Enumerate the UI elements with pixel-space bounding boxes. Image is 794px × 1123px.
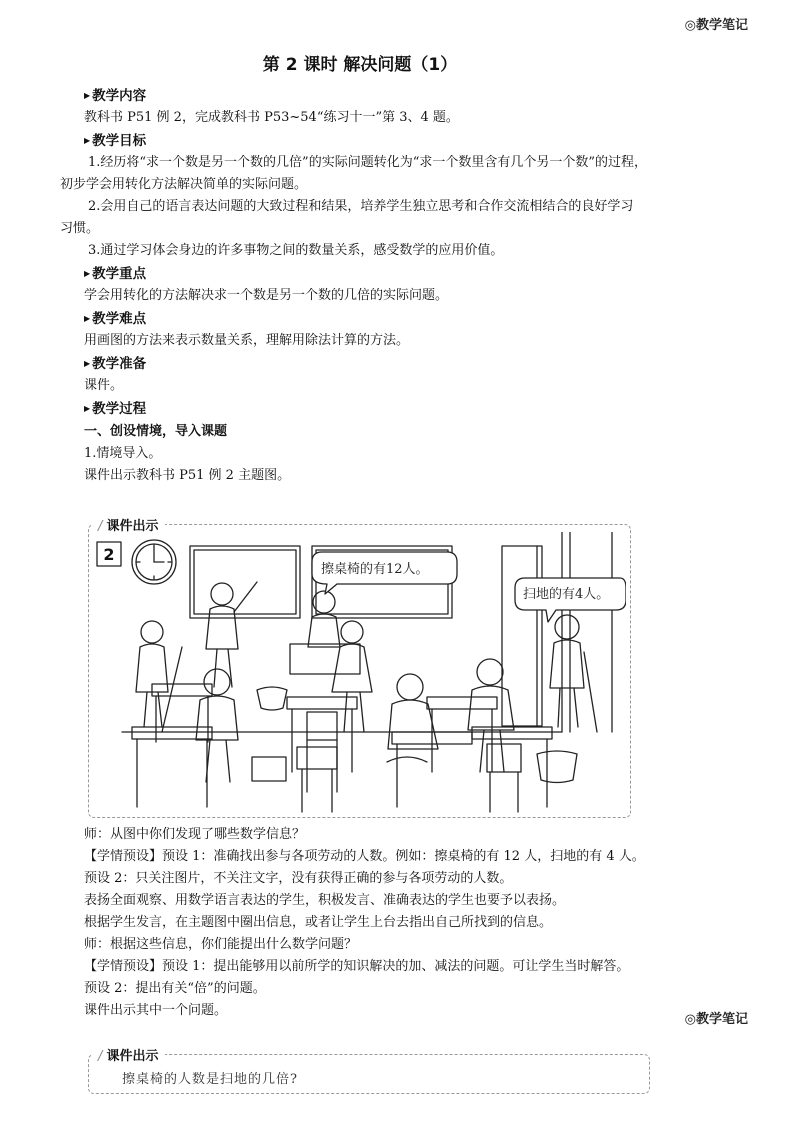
content-heading: ▶ 教学内容 — [84, 88, 147, 104]
process-heading: ▶ 教学过程 — [84, 401, 147, 417]
prep-text: 课件。 — [84, 378, 124, 393]
teacher-question-1: 师：从图中你们发现了哪些数学信息？ — [84, 827, 306, 842]
preset-line-4: 预设 2：提出有关“倍”的问题。 — [84, 981, 266, 996]
goals-heading: ▶ 教学目标 — [84, 133, 147, 149]
goal-2-line-2: 习惯。 — [60, 221, 100, 236]
teacher-question-2: 师：根据这些信息，你们能提出什么数学问题？ — [84, 937, 358, 952]
info-line: 根据学生发言，在主题图中圈出信息，或者让学生上台去指出自己所找到的信息。 — [84, 915, 553, 930]
key-text: 学会用转化的方法解决求一个数是另一个数的几倍的实际问题。 — [84, 288, 449, 303]
desks — [132, 684, 552, 812]
step-1-text: 课件出示教科书 P51 例 2 主题图。 — [84, 468, 291, 483]
side-note-bottom: ◎教学笔记 — [684, 1012, 748, 1027]
preset-line-1: 【学情预设】预设 1：准确找出参与各项劳动的人数。例如：擦桌椅的有 12 人，扫地的有 4 人。 — [84, 849, 645, 864]
step-1: 1.情境导入。 — [84, 446, 162, 461]
courseware-line: 课件出示其中一个问题。 — [84, 1003, 228, 1018]
part-1-heading: 一、创设情境，导入课题 — [84, 424, 228, 439]
goal-1-line-2: 初步学会用转化方法解决简单的实际问题。 — [60, 177, 308, 192]
key-heading: ▶ 教学重点 — [84, 266, 147, 282]
content-text: 教科书 P51 例 2，完成教科书 P53~54“练习十一”第 3、4 题。 — [84, 110, 459, 125]
preset-line-3: 【学情预设】预设 1：提出能够用以前所学的知识解决的加、减法的问题。可让学生当时解答。 — [84, 959, 630, 974]
goal-1-line-1: 1.经历将“求一个数是另一个数的几倍”的实际问题转化为“求一个数里含有几个另一个数”的过程， — [88, 155, 647, 170]
difficulty-heading: ▶ 教学难点 — [84, 311, 147, 327]
clock-icon — [132, 540, 176, 584]
preset-line-2: 预设 2：只关注图片，不关注文字，没有获得正确的参与各项劳动的人数。 — [84, 871, 513, 886]
difficulty-text: 用画图的方法来表示数量关系，理解用除法计算的方法。 — [84, 333, 410, 348]
classroom-illustration — [92, 532, 626, 814]
goal-2-line-1: 2.会用自己的语言表达问题的大致过程和结果，培养学生独立思考和合作交流相结合的良好学习 — [88, 199, 634, 214]
teacher-desk — [290, 644, 360, 674]
bucket-left — [257, 687, 287, 710]
bucket-right — [537, 751, 577, 783]
page-title: 第 2 课时 解决问题（1） — [262, 55, 458, 75]
door — [502, 546, 542, 726]
praise-line: 表扬全面观察、用数学语言表达的学生，积极发言、准确表达的学生也要予以表扬。 — [84, 893, 566, 908]
example-number: 2 — [103, 545, 115, 564]
question-box-label: / 课件出示 — [92, 1045, 165, 1064]
lesson-plan-body — [60, 84, 700, 487]
goal-3: 3.通过学习体会身边的许多事物之间的数量关系，感受数学的应用价值。 — [88, 243, 504, 258]
prep-heading: ▶ 教学准备 — [84, 356, 147, 372]
discussion-text — [84, 824, 704, 1022]
figure-box-label: / 课件出示 — [92, 515, 165, 534]
question-text: 擦桌椅的人数是扫地的几倍? — [122, 1072, 298, 1087]
bubble-right-text: 扫地的有4人。 — [523, 587, 610, 602]
side-note-top: ◎教学笔记 — [684, 18, 748, 33]
bubble-left-text: 擦桌椅的有12人。 — [321, 562, 429, 577]
